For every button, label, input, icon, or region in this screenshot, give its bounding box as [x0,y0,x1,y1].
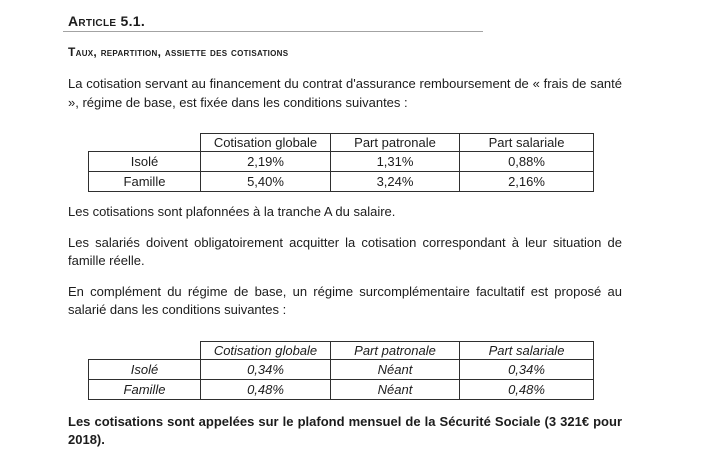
row-label: Isolé [89,359,201,379]
base-rates-table [88,133,594,192]
table-row-isole [89,359,594,379]
column-header-part-salariale: Part salariale [460,341,594,359]
table-cell: 0,48% [460,379,594,399]
paragraph-complement: En complément du régime de base, un régime surcomplémentaire facultatif est proposé au salarié dans les conditions suivantes : [68,283,622,317]
article-heading: Article 5.1. [68,13,146,29]
table-row-famille [89,379,594,399]
table-row-famille [89,172,594,192]
table-header-row [89,341,594,359]
paragraph-final-bold: Les cotisations sont appelées sur le plafond mensuel de la Sécurité Sociale (3 321€ pour 2018). [68,413,622,447]
table-cell: 3,24% [331,172,460,192]
section-heading: Taux, repartition, assiette des cotisations [68,45,289,59]
paragraph-obligation: Les salariés doivent obligatoirement acquitter la cotisation correspondant à leur situation de famille réelle. [68,234,622,268]
table-cell: 0,34% [460,359,594,379]
table-corner-cell [89,134,201,152]
column-header-part-salariale: Part salariale [460,134,594,152]
row-label: Famille [89,379,201,399]
row-label: Isolé [89,152,201,172]
row-label: Famille [89,172,201,192]
table-header-row [89,134,594,152]
column-header-cotisation-globale: Cotisation globale [201,134,331,152]
table-cell: 2,16% [460,172,594,192]
column-header-cotisation-globale: Cotisation globale [201,341,331,359]
column-header-part-patronale: Part patronale [331,341,460,359]
table-cell: 0,34% [201,359,331,379]
table-cell: Néant [331,359,460,379]
table-row-isole [89,152,594,172]
table-cell: Néant [331,379,460,399]
table-cell: 1,31% [331,152,460,172]
paragraph-plafond: Les cotisations sont plafonnées à la tranche A du salaire. [68,204,396,219]
table-cell: 0,88% [460,152,594,172]
table-cell: 0,48% [201,379,331,399]
column-header-part-patronale: Part patronale [331,134,460,152]
surcomplementaire-rates-table [88,341,594,400]
table-cell: 2,19% [201,152,331,172]
table-cell: 5,40% [201,172,331,192]
paragraph-intro: La cotisation servant au financement du contrat d'assurance remboursement de « frais de santé », régime de base, est fixée dans les conditions suivantes : [68,76,622,110]
table-corner-cell [89,341,201,359]
heading-rule [63,31,483,32]
